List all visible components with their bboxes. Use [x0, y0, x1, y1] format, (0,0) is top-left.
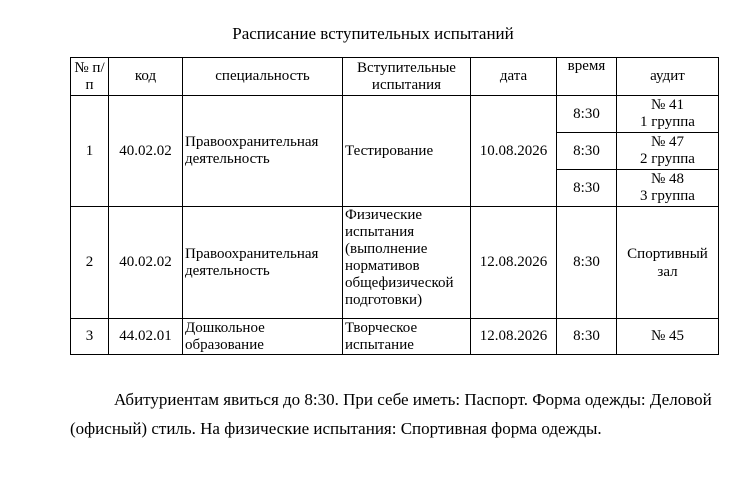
row-room: Спортивный зал	[617, 207, 719, 319]
slot-time: 8:30	[557, 133, 617, 170]
row-exams: Творческое испытание	[343, 319, 471, 355]
slot-room	[617, 170, 719, 207]
table-row	[71, 207, 719, 319]
table-row	[71, 96, 719, 133]
row-code: 40.02.02	[109, 207, 183, 319]
row-code: 44.02.01	[109, 319, 183, 355]
header-specialty: специальность	[183, 58, 343, 96]
room-number: № 41	[650, 97, 685, 113]
row-specialty: Правоохранительная деятельность	[183, 207, 343, 319]
header-time: время	[557, 58, 617, 96]
header-code: код	[109, 58, 183, 96]
header-exams: Вступительные испытания	[343, 58, 471, 96]
table-row	[71, 319, 719, 355]
header-room: аудит	[617, 58, 719, 96]
row-specialty: Дошкольное образование	[183, 319, 343, 355]
slot-room	[617, 133, 719, 170]
row-num: 1	[71, 96, 109, 207]
row-date: 10.08.2026	[471, 96, 557, 207]
row-time: 8:30	[557, 319, 617, 355]
row-room: № 45	[617, 319, 719, 355]
slot-time: 8:30	[557, 170, 617, 207]
page-title: Расписание вступительных испытаний	[232, 24, 514, 43]
row-num: 2	[71, 207, 109, 319]
row-exams: Физические испытания (выполнение нормативов общефизической подготовки)	[343, 207, 471, 319]
row-date: 12.08.2026	[471, 319, 557, 355]
instructions-note: Абитуриентам явиться до 8:30. При себе иметь: Паспорт. Форма одежды: Деловой (офисный) стиль. На физические испытания: Спортивная форма одежды.	[70, 390, 712, 438]
row-date: 12.08.2026	[471, 207, 557, 319]
schedule-table	[70, 57, 719, 355]
header-row	[71, 58, 719, 96]
row-num: 3	[71, 319, 109, 355]
row-exams: Тестирование	[343, 96, 471, 207]
group-label: 2 группа	[640, 151, 695, 167]
row-code: 40.02.02	[109, 96, 183, 207]
group-label: 3 группа	[640, 188, 695, 204]
slot-time: 8:30	[557, 96, 617, 133]
header-num: № п/п	[71, 58, 109, 96]
room-number: № 47	[650, 134, 685, 150]
slot-room	[617, 96, 719, 133]
group-label: 1 группа	[640, 114, 695, 130]
room-number: № 48	[650, 171, 685, 187]
row-specialty: Правоохранительная деятельность	[183, 96, 343, 207]
header-date: дата	[471, 58, 557, 96]
row-time: 8:30	[557, 207, 617, 319]
